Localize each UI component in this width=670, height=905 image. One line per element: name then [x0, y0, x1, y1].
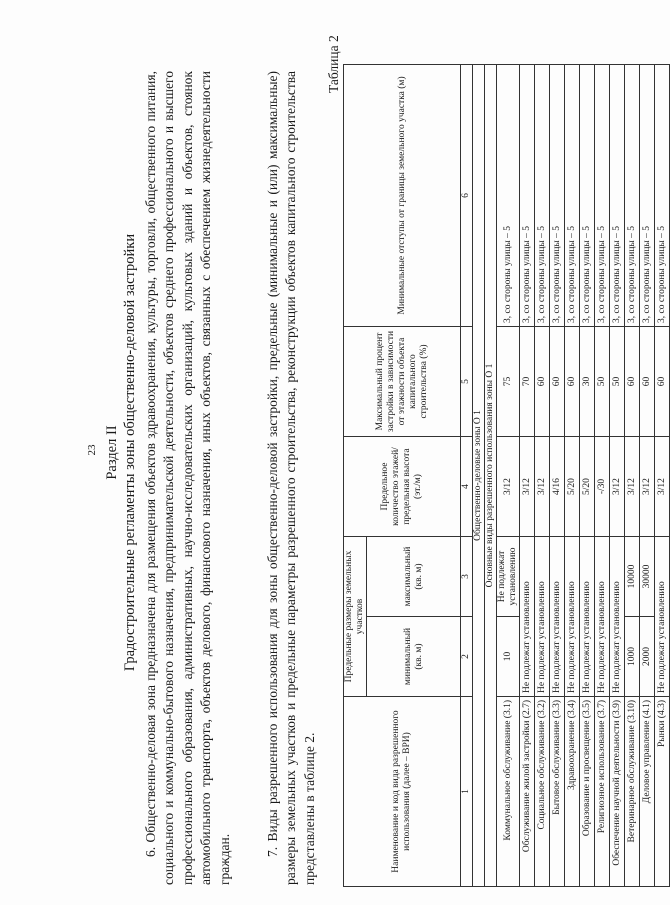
cell-coverage: 60: [550, 327, 565, 437]
cell-floors: 3/12: [655, 437, 670, 537]
cell-setback: 3, со стороны улицы – 5: [595, 65, 610, 327]
cell-floors: 3/12: [535, 437, 550, 537]
table-row: [655, 65, 670, 887]
cell-coverage: 60: [535, 327, 550, 437]
zone-subheading: Основные виды разрешенного использования зоны О 1: [485, 65, 497, 887]
cell-vri-name: Обслуживание жилой застройки (2.7): [520, 697, 535, 887]
cell-coverage: 60: [625, 327, 640, 437]
cell-vri-name: Здравоохранение (3.4): [565, 697, 580, 887]
cell-plot-size: Не подлежат установлению: [535, 537, 550, 697]
cell-coverage: 50: [595, 327, 610, 437]
cell-setback: 3, со стороны улицы – 5: [535, 65, 550, 327]
cell-plot-size: Не подлежат установлению: [610, 537, 625, 697]
cell-vri-name: Бытовое обслуживание (3.3): [550, 697, 565, 887]
header-name: Наименование и код вида разрешенного использования (далее – ВРИ): [344, 697, 461, 887]
paragraph-7: 7. Виды разрешенного использования для зоны общественно-деловой застройки, предельные (минимальные и (или) максимальные) размеры земельных участков и предельные параметры разрешенного строительства, реконструкции объектов капитального строительства представлены в таблице 2.: [265, 71, 317, 885]
cell-min-size: 1000: [625, 617, 640, 697]
cell-vri-name: Образование и просвещение (3.5): [580, 697, 595, 887]
cell-plot-size: Не подлежат установлению: [550, 537, 565, 697]
table-row: [550, 65, 565, 887]
table-row: [625, 65, 640, 887]
cell-setback: 3, со стороны улицы – 5: [580, 65, 595, 327]
cell-setback: 3, со стороны улицы – 5: [640, 65, 655, 327]
cell-coverage: 30: [580, 327, 595, 437]
cell-min-size: 10: [497, 617, 520, 697]
cell-vri-name: Рынки (4.3): [655, 697, 670, 887]
table-row: [535, 65, 550, 887]
zone-title: Общественно-деловые зоны О 1: [473, 65, 485, 887]
page-number: 23: [86, 444, 98, 456]
cell-plot-size: Не подлежат установлению: [565, 537, 580, 697]
cell-floors: 4/16: [550, 437, 565, 537]
section-subtitle: Градостроительные регламенты зоны общественно-деловой застройки: [122, 233, 138, 672]
col-number: 3: [461, 537, 473, 617]
table-row: [595, 65, 610, 887]
table-row: [640, 65, 655, 887]
header-plot-sizes: Предельные размеры земельных участков: [344, 537, 367, 697]
cell-vri-name: Коммунальное обслуживание (3.1): [497, 697, 520, 887]
cell-max-size: 30000: [640, 537, 655, 617]
cell-floors: 3/12: [610, 437, 625, 537]
col-number: 2: [461, 617, 473, 697]
cell-floors: 5/20: [580, 437, 595, 537]
header-coverage: Максимальный процент застройки в зависимости от этажности объекта капитального строительства (%): [344, 327, 461, 437]
cell-setback: 3, со стороны улицы – 5: [550, 65, 565, 327]
cell-max-size: Не подлежат установлению: [497, 537, 520, 617]
header-min: минимальный (кв. м): [367, 617, 461, 697]
table-row: [565, 65, 580, 887]
table-caption: Таблица 2: [326, 35, 341, 93]
paragraph-6: 6. Общественно-деловая зона предназначена для размещения объектов здравоохранения, культуры, торговли, общественного питания, социального и коммунально-бытового назначения, предпринимательской деятельности, объектов среднего профессионального и высшего профессионального образования, административных, научно-исследовательских организаций, культовых зданий и объектов, стоянок автомобильного транспорта, объектов делового, финансового назначения, иных объектов, связанных с обеспечением жизнедеятельности граждан.: [143, 71, 232, 885]
cell-floors: 3/12: [497, 437, 520, 537]
column-number-row: [461, 65, 473, 887]
cell-floors: -/30: [595, 437, 610, 537]
table-row: [580, 65, 595, 887]
cell-setback: 3, со стороны улицы – 5: [625, 65, 640, 327]
cell-coverage: 75: [497, 327, 520, 437]
cell-vri-name: Обеспечение научной деятельности (3.9): [610, 697, 625, 887]
header-floors: Предельное количество этажей/ предельная высота (эт./м): [344, 437, 461, 537]
cell-plot-size: Не подлежат установлению: [595, 537, 610, 697]
col-number: 1: [461, 697, 473, 887]
cell-max-size: 10000: [625, 537, 640, 617]
col-number: 4: [461, 437, 473, 537]
cell-floors: 5/20: [565, 437, 580, 537]
cell-vri-name: Деловое управление (4.1): [640, 697, 655, 887]
cell-vri-name: Ветеринарное обслуживание (3.10): [625, 697, 640, 887]
cell-setback: 3, со стороны улицы – 5: [655, 65, 670, 327]
cell-plot-size: Не подлежат установлению: [655, 537, 670, 697]
table-row: [610, 65, 625, 887]
cell-vri-name: Религиозное использование (3.7): [595, 697, 610, 887]
cell-floors: 3/12: [520, 437, 535, 537]
cell-floors: 3/12: [640, 437, 655, 537]
header-max: максимальный (кв. м): [367, 537, 461, 617]
regulations-table: [343, 64, 670, 887]
col-number: 5: [461, 327, 473, 437]
cell-setback: 3, со стороны улицы – 5: [497, 65, 520, 327]
section-title: Раздел II: [104, 425, 120, 480]
table-row: [497, 65, 520, 887]
cell-floors: 3/12: [625, 437, 640, 537]
table-row: [520, 65, 535, 887]
cell-coverage: 60: [655, 327, 670, 437]
cell-coverage: 50: [610, 327, 625, 437]
cell-setback: 3, со стороны улицы – 5: [610, 65, 625, 327]
cell-coverage: 70: [520, 327, 535, 437]
cell-plot-size: Не подлежат установлению: [580, 537, 595, 697]
cell-min-size: 2000: [640, 617, 655, 697]
cell-plot-size: Не подлежат установлению: [520, 537, 535, 697]
cell-vri-name: Социальное обслуживание (3.2): [535, 697, 550, 887]
cell-coverage: 60: [565, 327, 580, 437]
cell-setback: 3, со стороны улицы – 5: [520, 65, 535, 327]
col-number: 6: [461, 65, 473, 327]
cell-setback: 3, со стороны улицы – 5: [565, 65, 580, 327]
cell-coverage: 60: [640, 327, 655, 437]
header-setback: Минимальные отступы от границы земельного участка (м): [344, 65, 461, 327]
